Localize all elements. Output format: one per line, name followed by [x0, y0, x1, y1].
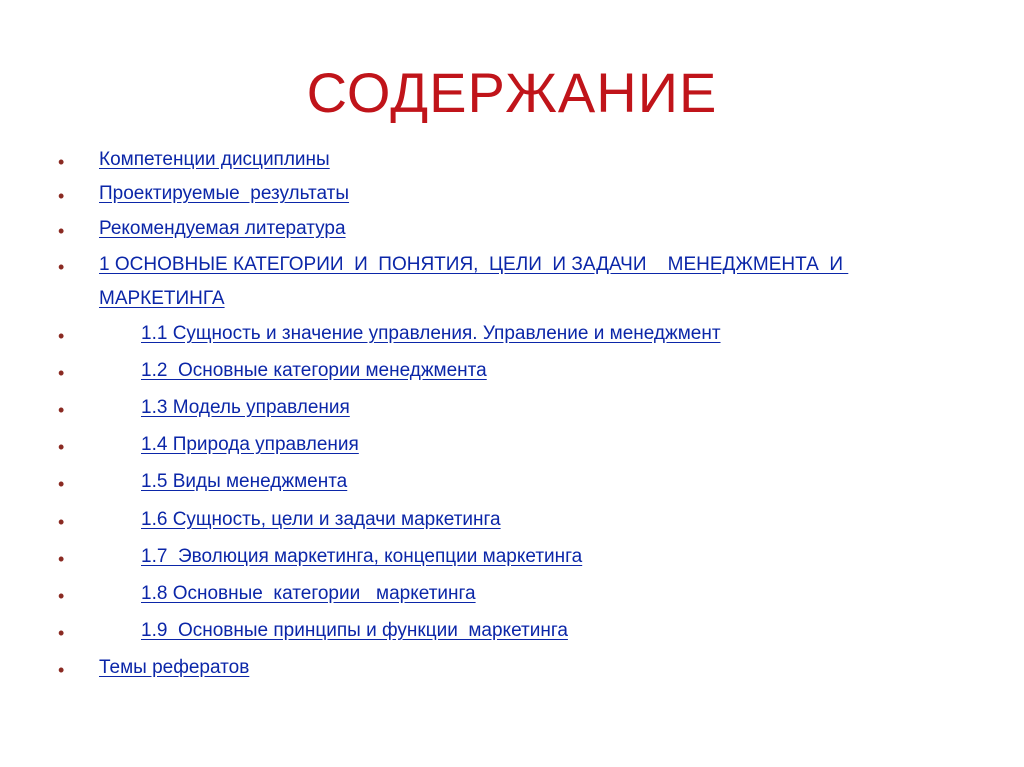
toc-link-1-4[interactable]: 1.4 Природа управления — [141, 434, 359, 455]
bullet-icon: • — [58, 152, 65, 172]
bullet-icon: • — [58, 586, 65, 606]
bullet-icon: • — [58, 326, 65, 346]
bullet-icon: • — [58, 363, 65, 383]
toc-link-essays[interactable]: Темы рефератов — [99, 657, 250, 678]
bullet-icon: • — [58, 400, 65, 420]
bullet-icon: • — [58, 257, 65, 277]
bullet-icon: • — [58, 437, 65, 457]
toc-link-results[interactable]: Проектируемые результаты — [99, 183, 350, 204]
bullet-icon: • — [58, 474, 65, 494]
toc-link-competencies[interactable]: Компетенции дисциплины — [99, 149, 330, 170]
toc-link-1-6[interactable]: 1.6 Сущность, цели и задачи маркетинга — [141, 509, 501, 530]
bullet-icon: • — [58, 512, 65, 532]
toc-link-1-3[interactable]: 1.3 Модель управления — [141, 397, 350, 418]
page-title: СОДЕРЖАНИЕ — [306, 61, 718, 124]
toc-link-1-9[interactable]: 1.9 Основные принципы и функции маркетинга — [141, 620, 568, 641]
bullet-icon: • — [58, 186, 65, 206]
toc-link-1-7[interactable]: 1.7 Эволюция маркетинга, концепции маркетинга — [141, 546, 583, 567]
toc-link-1-8[interactable]: 1.8 Основные категории маркетинга — [141, 583, 476, 604]
bullet-icon: • — [58, 660, 65, 680]
toc-link-section-1[interactable]: 1 ОСНОВНЫЕ КАТЕГОРИИ И ПОНЯТИЯ, ЦЕЛИ И ЗАДАЧИ МЕНЕДЖМЕНТА И МАРКЕТИНГА — [99, 254, 849, 309]
toc-link-1-1[interactable]: 1.1 Сущность и значение управления. Управление и менеджмент — [141, 323, 721, 344]
toc-link-literature[interactable]: Рекомендуемая литература — [99, 218, 346, 239]
bullet-icon: • — [58, 549, 65, 569]
toc-link-1-5[interactable]: 1.5 Виды менеджмента — [141, 471, 348, 492]
toc-link-1-2[interactable]: 1.2 Основные категории менеджмента — [141, 360, 487, 381]
bullet-icon: • — [58, 623, 65, 643]
bullet-icon: • — [58, 221, 65, 241]
